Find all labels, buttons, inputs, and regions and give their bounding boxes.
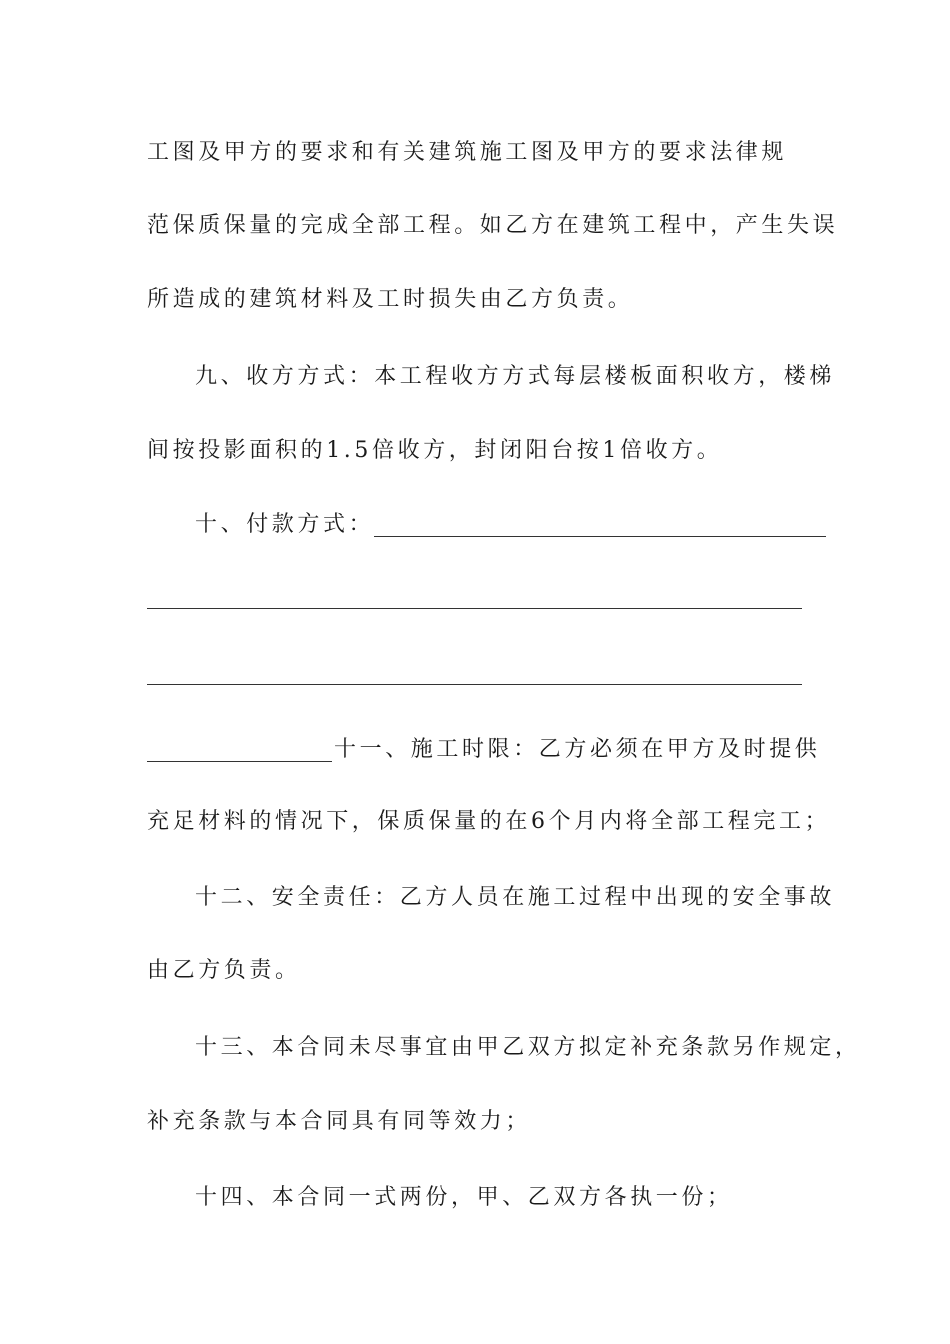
text-line: 间按投影面积的1.5倍收方，封闭阳台按1倍收方。 [147, 438, 723, 463]
text-line: 所造成的建筑材料及工时损失由乙方负责。 [147, 287, 634, 312]
clause-11-line [147, 730, 821, 770]
text-line: 范保质保量的完成全部工程。如乙方在建筑工程中，产生失误 [147, 213, 839, 238]
clause-13-line: 十三、本合同未尽事宜由甲乙双方拟定补充条款另作规定， [195, 1035, 861, 1060]
payment-blank [374, 514, 826, 537]
clause-9-line: 九、收方方式：本工程收方方式每层楼板面积收方，楼梯 [195, 364, 836, 389]
clause-10-label: 十、付款方式： [195, 512, 375, 537]
blank-fill-line [147, 684, 802, 685]
clause-11-text: 十一、施工时限：乙方必须在甲方及时提供 [334, 737, 821, 762]
text-line: 补充条款与本合同具有同等效力； [147, 1109, 532, 1134]
clause-10-line [195, 505, 807, 545]
clause-12-line: 十二、安全责任：乙方人员在施工过程中出现的安全事故 [195, 885, 836, 910]
clause-14-line: 十四、本合同一式两份，甲、乙双方各执一份； [195, 1185, 733, 1210]
blank-fill-line [147, 608, 802, 609]
text-line: 工图及甲方的要求和有关建筑施工图及甲方的要求法律规 [147, 140, 788, 165]
payment-blank-end [147, 739, 332, 762]
text-line: 由乙方负责。 [147, 958, 301, 983]
text-line: 充足材料的情况下，保质保量的在6个月内将全部工程完工； [147, 809, 831, 834]
